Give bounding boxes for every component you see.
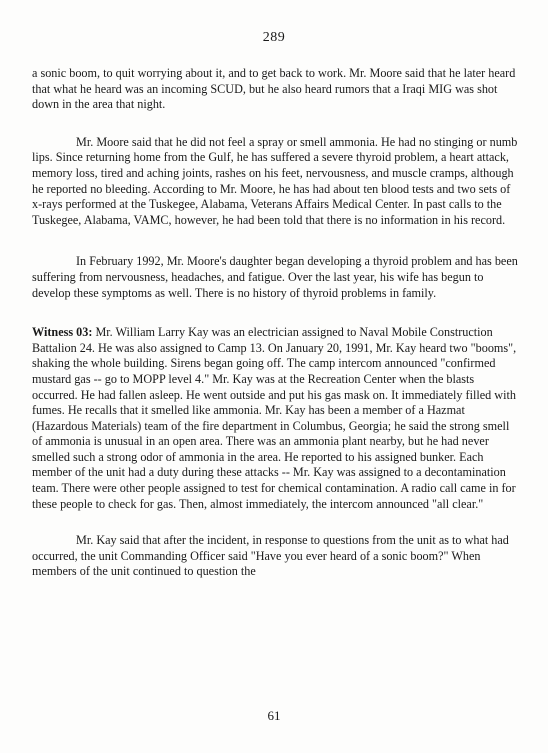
bottom-page-number: 61 [267, 708, 281, 723]
document-body [32, 66, 520, 580]
witness-label: Witness 03: [32, 325, 93, 340]
paragraph-moore-symptoms: Mr. Moore said that he did not feel a spray or smell ammonia. He had no stinging or numb lips. Since returning home from the Gulf, he has suffered a severe thyroid problem, a heart attack, memory loss, tired and aching joints, rashes on his feet, nervousness, and muscle cramps, although he reported no bleeding. According to Mr. Moore, he has had about ten blood tests and two sets of x-rays performed at the Tuskegee, Alabama, Veterans Affairs Medical Center. In past calls to the Tuskegee, Alabama, VAMC, however, he had been told that there is no information in his record. [32, 134, 518, 227]
witness-03-text: Mr. William Larry Kay was an electrician assigned to Naval Mobile Construction Battalion 24. He was also assigned to Camp 13. On January 20, 1991, Mr. Kay heard two "booms", shaking the whole building. Sirens began going off. The camp intercom announced "confirmed mustard gas -- go to MOPP level 4." Mr. Kay was at the Recreation Center when the blasts occurred. He had fallen asleep. He went outside and put his gas mask on. It immediately filled with fumes. He recalls that it smelled like ammonia. Mr. Kay has been a member of a Hazmat (Hazardous Materials) team of the fire department in Columbus, Georgia; he said the strong smell of ammonia is unusual in an open area. There was an ammonia plant nearby, but he had never smelled such a strong odor of ammonia in the area. He reported to his assigned bunker. Each member of the unit had a duty during these attacks -- Mr. Kay was assigned to a decontamination team. There were other people assigned to test for chemical contamination. A radio call came in for these people to check for gas. Then, almost immediately, the intercom announced "all clear." [32, 325, 517, 511]
paragraph-moore-sonic-boom: a sonic boom, to quit worrying about it, and to get back to work. Mr. Moore said that he later heard that what he heard was an incoming SCUD, but he also heard rumors that a Iraqi MIG was shot down in the area that night. [32, 66, 516, 112]
paragraph-witness-03 [32, 325, 520, 512]
paragraph-moore-family: In February 1992, Mr. Moore's daughter began developing a thyroid problem and has been suffering from nervousness, headaches, and fatigue. Over the last year, his wife has begun to develop these symptoms as well. There is no history of thyroid problems in family. [32, 254, 518, 300]
paragraph-kay-sonic-boom: Mr. Kay said that after the incident, in response to questions from the unit as to what had occurred, the unit Commanding Officer said "Have you ever heard of a sonic boom?" When members of the unit continued to question the [32, 533, 509, 579]
top-page-number: 289 [262, 30, 286, 45]
